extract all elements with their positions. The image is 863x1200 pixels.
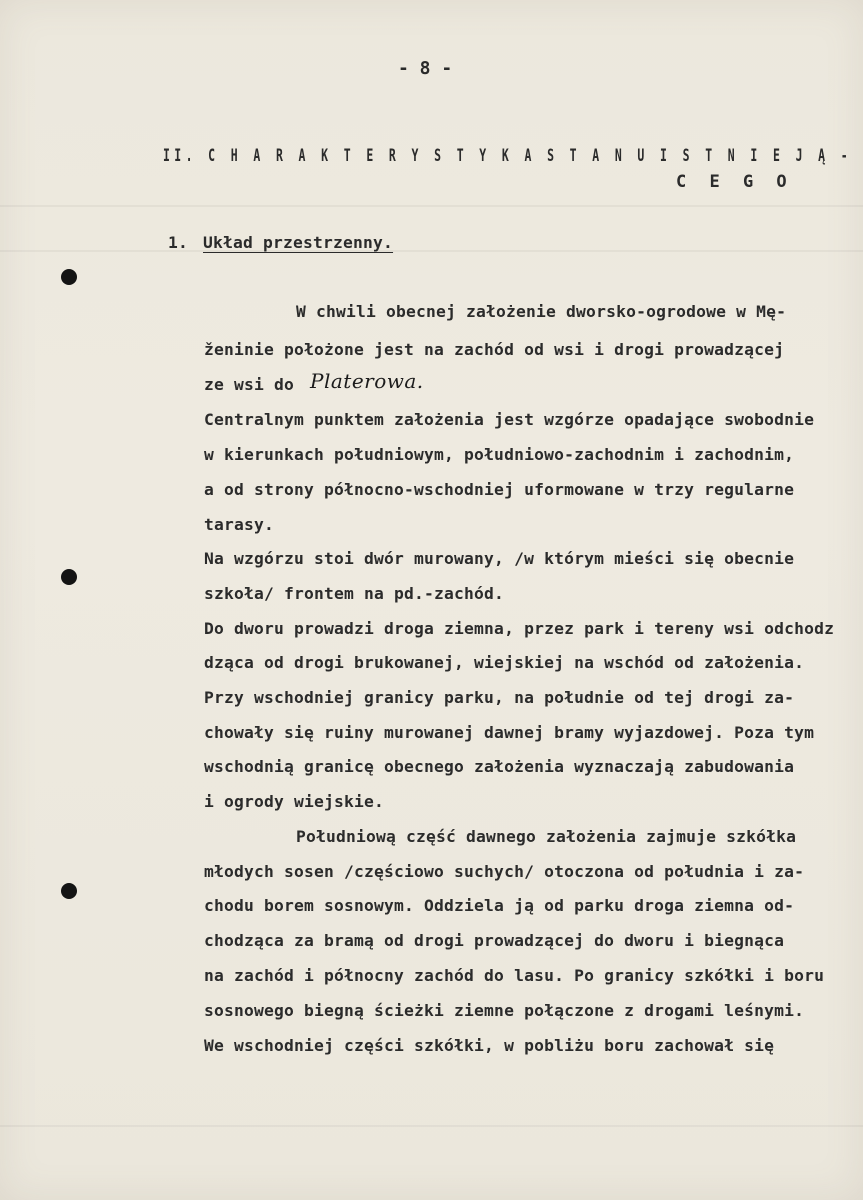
text-line: Na wzgórzu stoi dwór murowany, /w którym mieści się obecnie <box>204 549 795 568</box>
section-title: Układ przestrzenny. <box>203 233 394 252</box>
text-line: sosnowego biegną ścieżki ziemne połączone z drogami leśnymi. <box>204 1001 805 1020</box>
text-line: We wschodniej części szkółki, w pobliżu boru zachował się <box>204 1036 775 1055</box>
page-number: - 8 - <box>398 58 453 79</box>
text-line: Południową część dawnego założenia zajmuje szkółka <box>296 827 797 846</box>
text-line: ze wsi do <box>204 375 295 394</box>
binder-hole-icon <box>61 269 77 285</box>
bleed-through-line <box>0 250 863 252</box>
text-line: szkoła/ frontem na pd.-zachód. <box>204 584 505 603</box>
text-line: Przy wschodniej granicy parku, na południe od tej drogi za- <box>204 688 795 707</box>
handwritten-insert: Platerowa. <box>310 369 424 393</box>
text-line: dząca od drogi brukowanej, wiejskiej na wschód od założenia. <box>204 653 805 672</box>
text-line: ženinie położone jest na zachód od wsi i drogi prowadzącej <box>204 340 785 359</box>
text-line: Do dworu prowadzi droga ziemna, przez park i tereny wsi odchodz <box>204 619 835 638</box>
chapter-heading-continuation: C E G O <box>676 172 794 192</box>
text-line: a od strony północno-wschodniej uformowane w trzy regularne <box>204 480 795 499</box>
text-line: chodząca za bramą od drogi prowadzącej do dworu i biegnąca <box>204 931 785 950</box>
section-number: 1. <box>168 233 189 252</box>
text-line: tarasy. <box>204 515 275 534</box>
text-line: Centralnym punktem założenia jest wzgórze opadające swobodnie <box>204 410 815 429</box>
text-line: chodu borem sosnowym. Oddziela ją od parku droga ziemna od- <box>204 896 795 915</box>
text-line: chowały się ruiny murowanej dawnej bramy wyjazdowej. Poza tym <box>204 723 815 742</box>
bleed-through-line <box>0 1125 863 1127</box>
binder-hole-icon <box>61 569 77 585</box>
text-line: W chwili obecnej założenie dworsko-ogrodowe w Mę- <box>296 302 787 321</box>
binder-hole-icon <box>61 883 77 899</box>
text-line: wschodnią granicę obecnego założenia wyznaczają zabudowania <box>204 757 795 776</box>
text-line: i ogrody wiejskie. <box>204 792 385 811</box>
text-line: w kierunkach południowym, południowo-zachodnim i zachodnim, <box>204 445 795 464</box>
text-line: na zachód i północny zachód do lasu. Po granicy szkółki i boru <box>204 966 825 985</box>
chapter-heading: II. C H A R A K T E R Y S T Y K A S T A N U I S T N I E J Ą - <box>163 146 853 166</box>
bleed-through-line <box>0 205 863 207</box>
text-line: młodych sosen /częściowo suchych/ otoczona od południa i za- <box>204 862 805 881</box>
